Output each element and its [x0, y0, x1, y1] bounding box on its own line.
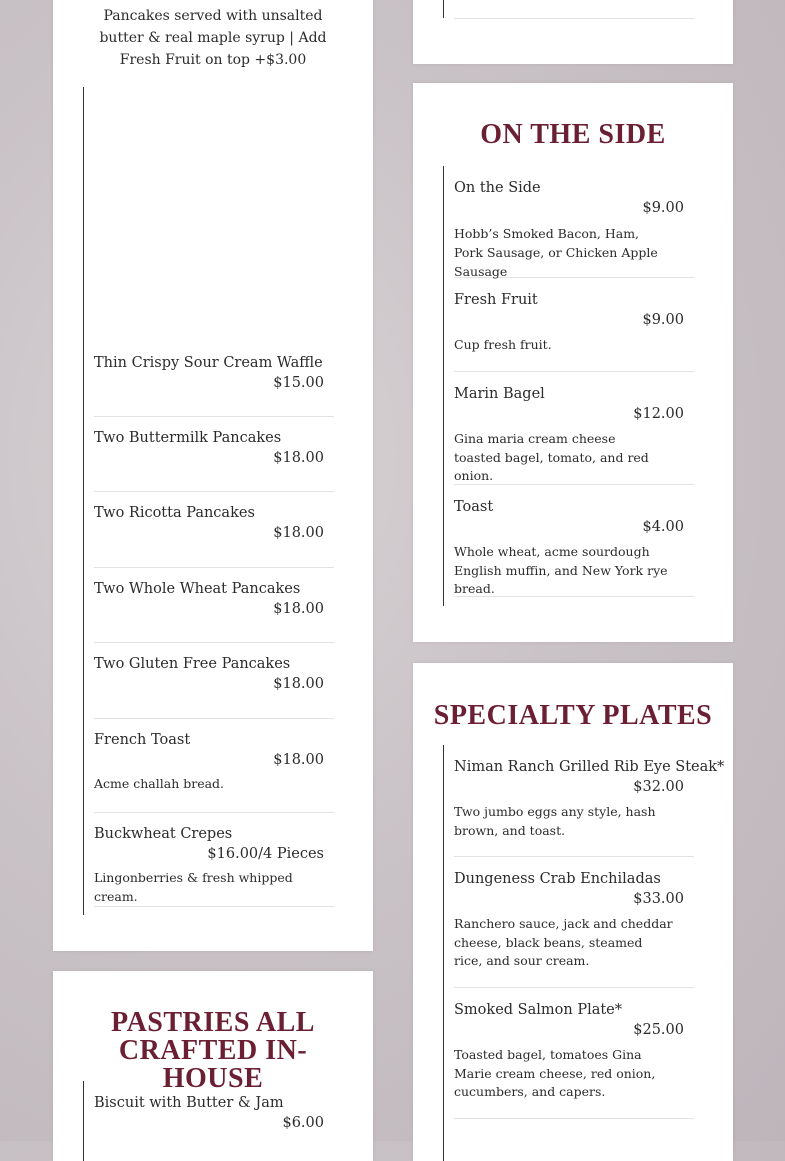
- menu-item: [94, 656, 334, 719]
- on-the-side-title: ON THE SIDE: [480, 119, 666, 150]
- item-price: $18.00: [273, 601, 324, 617]
- menu-item: [94, 826, 334, 907]
- item-description: Lingonberries & fresh whipped cream.: [94, 870, 293, 904]
- item-name: Two Gluten Free Pancakes: [94, 656, 291, 672]
- item-price: $4.00: [642, 519, 684, 535]
- on-the-side-card: [413, 83, 733, 642]
- menu-item: [454, 180, 694, 278]
- item-name: Marin Bagel: [454, 386, 545, 402]
- item-name: Two Whole Wheat Pancakes: [94, 581, 301, 597]
- item-price: $25.00: [633, 1022, 684, 1038]
- menu-item: [94, 505, 334, 568]
- menu-item: [94, 732, 334, 813]
- specialty-plates-card: [413, 663, 733, 1161]
- item-price: $18.00: [273, 676, 324, 692]
- item-name: Thin Crispy Sour Cream Waffle: [94, 355, 323, 371]
- menu-item: [94, 355, 334, 417]
- pancakes-card: [53, 0, 373, 951]
- item-price: $12.00: [633, 406, 684, 422]
- menu-item: [94, 1095, 334, 1156]
- item-name: On the Side: [454, 180, 541, 196]
- pastries-list: [83, 1081, 344, 1161]
- item-description: Acme challah bread.: [94, 776, 225, 791]
- item-description: Cup fresh fruit.: [454, 337, 552, 352]
- menu-item: [454, 1002, 694, 1119]
- item-name: Fresh Fruit: [454, 292, 538, 308]
- item-description: Toasted bagel, tomatoes Gina Marie cream cheese, red onion, cucumbers, and capers.: [454, 1047, 656, 1099]
- pastries-card: [53, 971, 373, 1161]
- item-price: $18.00: [273, 525, 324, 541]
- item-description: Two jumbo eggs any style, hash brown, and toast.: [454, 804, 656, 838]
- item-name: Two Buttermilk Pancakes: [94, 430, 282, 446]
- item-description: Whole wheat, acme sourdough English muffin, and New York rye bread.: [454, 544, 668, 596]
- item-name: Toast: [454, 499, 494, 515]
- previous-list: [443, 0, 704, 18]
- pastries-title: PASTRIES ALL CRAFTED IN-HOUSE: [111, 1007, 315, 1094]
- pancakes-intro: Pancakes served with unsalted butter & real maple syrup | Add Fresh Fruit on top +$3.00: [99, 8, 327, 68]
- item-description: Ranchero sauce, jack and cheddar cheese, black beans, steamed rice, and sour cream.: [454, 916, 673, 968]
- menu-item: [454, 386, 694, 485]
- previous-section-card: [413, 0, 733, 64]
- menu-item: [454, 871, 694, 988]
- menu-item: [454, 292, 694, 372]
- menu-item: [94, 430, 334, 492]
- item-description: Gina maria cream cheese toasted bagel, tomato, and red onion.: [454, 431, 649, 483]
- specialty-plates-list: [443, 745, 725, 1161]
- item-price: $15.00: [273, 375, 324, 391]
- item-price: $6.00: [282, 1115, 324, 1131]
- item-name: French Toast: [94, 732, 191, 748]
- item-price: $32.00: [633, 779, 684, 795]
- item-name: Biscuit with Butter & Jam: [94, 1095, 284, 1111]
- item-price: $9.00: [642, 312, 684, 328]
- menu-item: [454, 499, 694, 597]
- item-price: $33.00: [633, 891, 684, 907]
- pancakes-list: [83, 87, 344, 915]
- item-name: Dungeness Crab Enchiladas: [454, 871, 661, 887]
- item-name: Buckwheat Crepes: [94, 826, 233, 842]
- item-price: $18.00: [273, 450, 324, 466]
- menu-item: [454, 759, 725, 857]
- item-description: Hobb’s Smoked Bacon, Ham, Pork Sausage, or Chicken Apple Sausage: [454, 226, 658, 279]
- item-name: Two Ricotta Pancakes: [94, 505, 255, 521]
- item-name: Smoked Salmon Plate*: [454, 1002, 623, 1018]
- item-price: $9.00: [642, 200, 684, 216]
- item-price: $16.00/4 Pieces: [207, 846, 324, 862]
- specialty-plates-title: SPECIALTY PLATES: [433, 700, 713, 731]
- item-name: Niman Ranch Grilled Rib Eye Steak*: [454, 759, 725, 775]
- item-price: $18.00: [273, 752, 324, 768]
- menu-item: [94, 581, 334, 643]
- on-the-side-list: [443, 166, 704, 606]
- menu-divider: [454, 0, 694, 19]
